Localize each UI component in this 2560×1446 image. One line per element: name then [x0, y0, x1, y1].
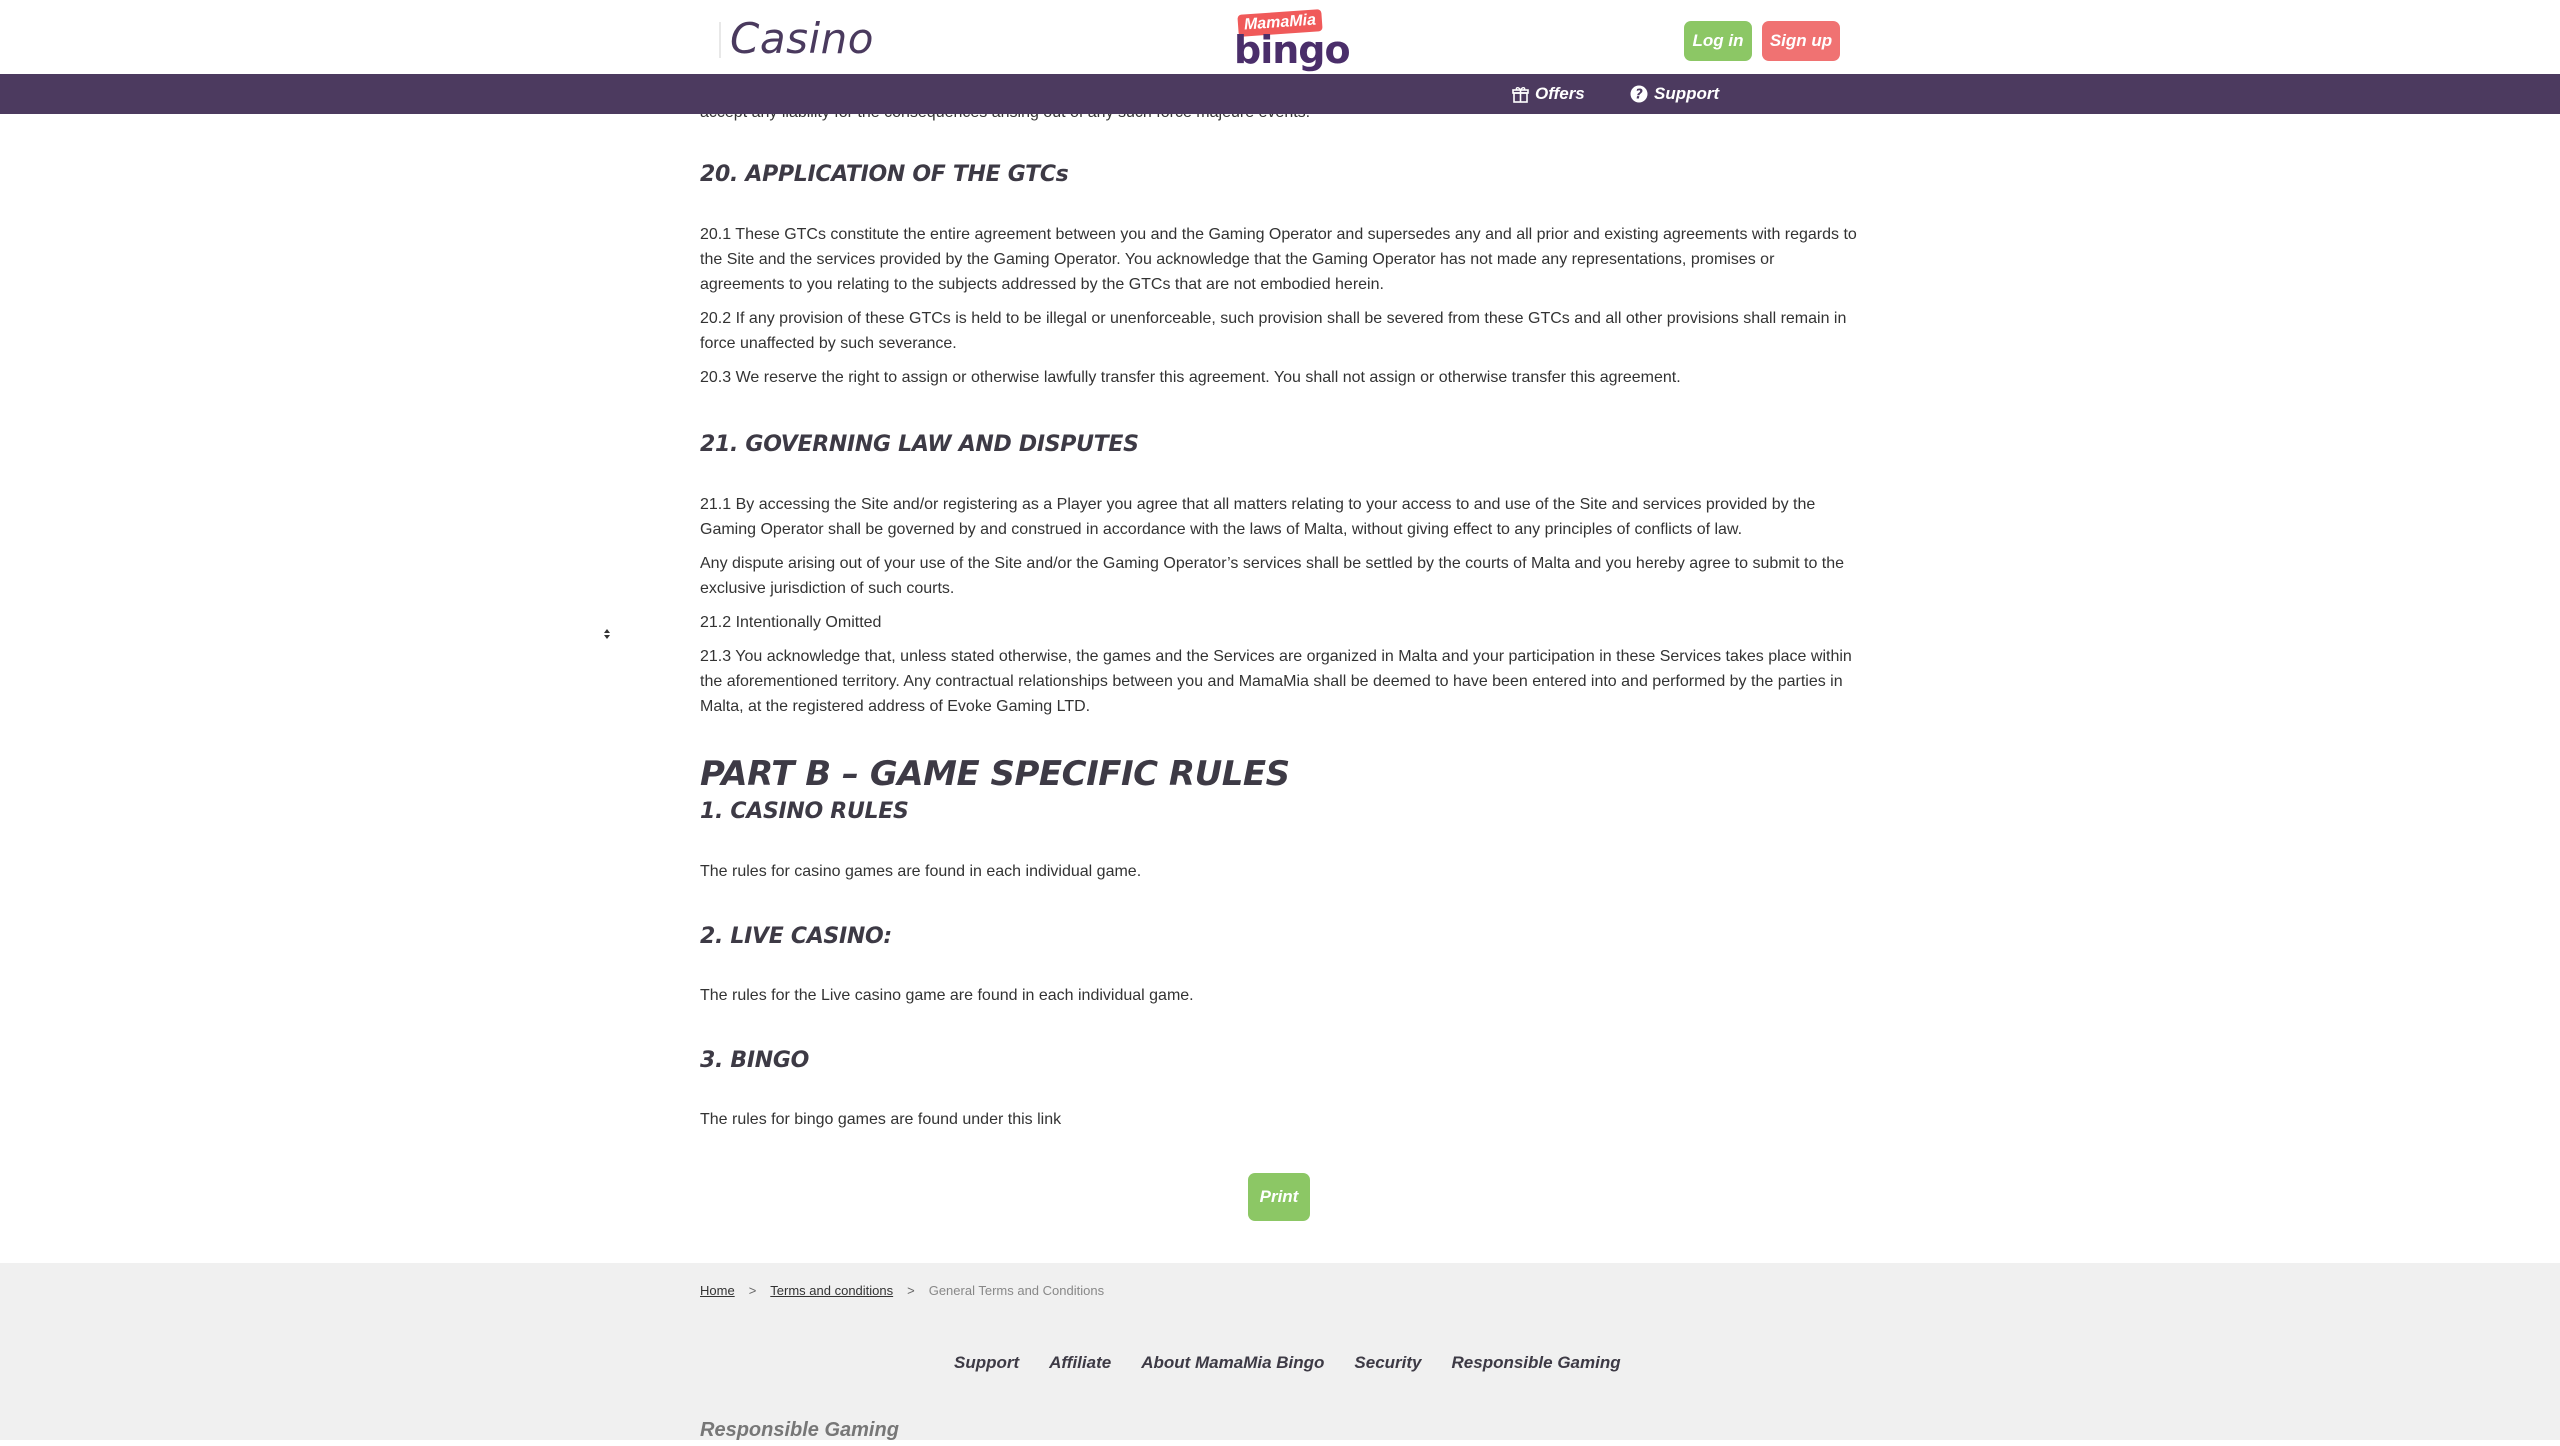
breadcrumb-separator: >: [907, 1283, 915, 1298]
breadcrumb: [700, 1283, 1104, 1298]
resize-handle-icon[interactable]: [602, 626, 612, 642]
svg-text:?: ?: [1635, 87, 1643, 103]
footer-section-heading: Responsible Gaming: [700, 1419, 899, 1441]
footer-link-responsible-gaming[interactable]: Responsible Gaming: [1451, 1353, 1621, 1372]
top-header: [0, 0, 2560, 74]
breadcrumb-current: General Terms and Conditions: [928, 1283, 1105, 1298]
site-section-title[interactable]: Casino: [730, 14, 874, 63]
mamamia-bingo-logo[interactable]: [1230, 10, 1350, 72]
gift-icon: [1512, 86, 1529, 103]
breadcrumb-terms[interactable]: Terms and conditions: [770, 1283, 894, 1298]
breadcrumb-home[interactable]: Home: [700, 1283, 735, 1298]
section-21-heading: 21. GOVERNING LAW AND DISPUTES: [700, 432, 1139, 457]
section-21-2: 21.2 Intentionally Omitted: [700, 614, 882, 631]
live-casino-text: The rules for the Live casino game are found in each individual game.: [700, 987, 1194, 1004]
footer-links: [954, 1353, 1651, 1373]
section-20-2: 20.2 If any provision of these GTCs is held to be illegal or unenforceable, such provision shall be severed from these GTCs and all other provisions shall remain in force unaffected by such severance.: [700, 310, 1847, 352]
live-casino-heading: 2. LIVE CASINO:: [700, 924, 892, 949]
nav-support[interactable]: [1630, 74, 1719, 114]
breadcrumb-separator: >: [748, 1283, 757, 1298]
casino-rules-heading: 1. CASINO RULES: [700, 799, 909, 824]
bingo-heading: 3. BINGO: [700, 1048, 810, 1073]
footer-link-support[interactable]: Support: [954, 1353, 1020, 1372]
print-button[interactable]: Print: [1248, 1173, 1310, 1221]
footer-link-about[interactable]: About MamaMia Bingo: [1141, 1353, 1325, 1372]
section-20-1: 20.1 These GTCs constitute the entire agreement between you and the Gaming Operator and supersedes any and all prior and existing agreements with regards to the Site and the services provided by the Gaming Operator. You acknowledge that the Gaming Operator has not made any representations, promises or agreements to you relating to the subjects addressed by the GTCs that are not embodied herein.: [700, 226, 1857, 293]
question-icon: [1630, 85, 1648, 103]
logo-word: bingo: [1234, 28, 1350, 72]
section-21-3: 21.3 You acknowledge that, unless stated otherwise, the games and the Services are organized in Malta and your participation in these Services takes place within the aforementioned territory. Any contractual relationships between you and MamaMia shall be deemed to have been entered into and performed by the parties in Malta, at the registered address of Evoke Gaming LTD.: [700, 648, 1852, 715]
section-21-1: 21.1 By accessing the Site and/or registering as a Player you agree that all matters relating to your access to and use of the Site and services provided by the Gaming Operator shall be governed by and construed in accordance with the laws of Malta, without giving effect to any principles of conflicts of law.: [700, 496, 1816, 538]
section-20-heading: 20. APPLICATION OF THE GTCs: [700, 162, 1069, 187]
section-20-3: 20.3 We reserve the right to assign or otherwise lawfully transfer this agreement. You shall not assign or otherwise transfer this agreement.: [700, 369, 1681, 386]
signup-button[interactable]: Sign up: [1762, 21, 1840, 61]
casino-rules-text: The rules for casino games are found in each individual game.: [700, 863, 1142, 880]
page-footer: [0, 1263, 2560, 1440]
bingo-rules-text[interactable]: The rules for bingo games are found under this link: [700, 1111, 1062, 1128]
login-button[interactable]: Log in: [1684, 21, 1752, 61]
logo-tag: MamaMia: [1237, 9, 1322, 37]
section-21-dispute: Any dispute arising out of your use of the Site and/or the Gaming Operator’s services shall be settled by the courts of Malta and you hereby agree to submit to the exclusive jurisdiction of such courts.: [700, 555, 1845, 597]
nav-offers-label: Offers: [1535, 84, 1585, 103]
part-b-heading: PART B – GAME SPECIFIC RULES: [700, 754, 1290, 794]
main-nav: [0, 74, 2560, 114]
header-divider: [719, 22, 721, 58]
footer-link-affiliate[interactable]: Affiliate: [1049, 1353, 1112, 1372]
nav-support-label: Support: [1654, 84, 1720, 103]
footer-link-security[interactable]: Security: [1354, 1353, 1422, 1372]
nav-offers[interactable]: [1512, 74, 1585, 114]
